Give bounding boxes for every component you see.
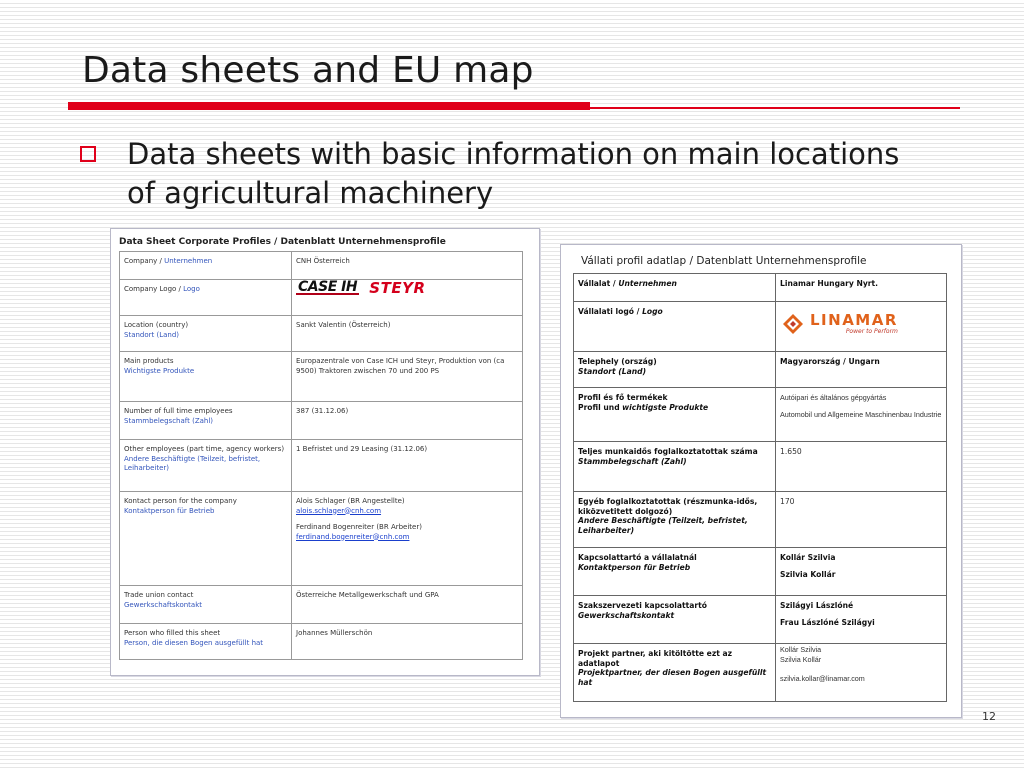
table-row	[574, 548, 947, 596]
row-label: Vállalati logó / Logo	[574, 302, 776, 352]
row-value: Autóipari és általános gépgyártás Automobil und Allgemeine Maschinenbau Industrie	[776, 388, 947, 442]
table-row	[120, 624, 523, 660]
row-value: Linamar Hungary Nyrt.	[776, 274, 947, 302]
table-row	[120, 352, 523, 402]
row-label: Vállalat / Unternehmen	[574, 274, 776, 302]
contact-email-link[interactable]: alois.schlager@cnh.com	[296, 506, 382, 515]
row-value: Magyarország / Ungarn	[776, 352, 947, 388]
linamar-diamond-icon	[782, 313, 804, 335]
table-row	[120, 586, 523, 624]
row-label: Trade union contact Gewerkschaftskontakt	[120, 586, 292, 624]
row-label: Location (country) Standort (Land)	[120, 316, 292, 352]
row-label: Teljes munkaidős foglalkoztatottak száma Stammbelegschaft (Zahl)	[574, 442, 776, 492]
data-sheet-table	[573, 273, 947, 702]
table-row	[120, 402, 523, 440]
bullet-text: Data sheets with basic information on main locations of agricultural machinery	[127, 137, 900, 210]
row-label: Telephely (ország) Standort (Land)	[574, 352, 776, 388]
row-label: Profil és fő termékek Profil und wichtigste Produkte	[574, 388, 776, 442]
case-ih-logo: CASE IH	[298, 279, 358, 295]
title-underline-thin	[590, 107, 960, 109]
sheet-title: Vállati profil adatlap / Datenblatt Unternehmensprofile	[581, 255, 867, 267]
row-value	[292, 492, 523, 586]
row-label: Other employees (part time, agency workers) Andere Beschäftigte (Teilzeit, befristet, Leiharbeiter)	[120, 440, 292, 492]
row-value	[776, 302, 947, 352]
row-label: Kapcsolattartó a vállalatnál Kontaktperson für Betrieb	[574, 548, 776, 596]
table-row	[120, 492, 523, 586]
table-row	[574, 274, 947, 302]
row-value: 1 Befristet und 29 Leasing (31.12.06)	[292, 440, 523, 492]
row-value: 387 (31.12.06)	[292, 402, 523, 440]
table-row	[574, 442, 947, 492]
row-value: Kollár Szilvia Szilvia Kollár szilvia.kollar@linamar.com	[776, 644, 947, 702]
row-value: CNH Österreich	[292, 252, 523, 280]
row-label: Egyéb foglalkoztatottak (részmunka-idős, kiközvetitett dolgozó) Andere Beschäftigte (Teilzeit, befristet, Leiharbeiter)	[574, 492, 776, 548]
table-row	[574, 302, 947, 352]
contact-name: Alois Schlager (BR Angestellte)	[296, 497, 405, 505]
table-row	[574, 596, 947, 644]
data-sheet-linamar	[560, 244, 962, 718]
row-value: Europazentrale von Case ICH und Steyr, Produktion von (ca 9500) Traktoren zwischen 70 und 200 PS	[292, 352, 523, 402]
row-label: Number of full time employees Stammbelegschaft (Zahl)	[120, 402, 292, 440]
row-label: Person who filled this sheet Person, die diesen Bogen ausgefüllt hat	[120, 624, 292, 660]
contact-name: Ferdinand Bogenreiter (BR Arbeiter)	[296, 523, 422, 531]
table-row	[120, 252, 523, 280]
row-label: Projekt partner, aki kitöltötte ezt az adatlapot Projektpartner, der diesen Bogen ausgefüllt hat	[574, 644, 776, 702]
row-value: Johannes Müllerschön	[292, 624, 523, 660]
row-value: 1.650	[776, 442, 947, 492]
title-underline-thick	[68, 102, 590, 110]
row-value: Szilágyi Lászlóné Frau Lászlóné Szilágyi	[776, 596, 947, 644]
table-row	[574, 388, 947, 442]
table-row	[574, 352, 947, 388]
row-value	[292, 280, 523, 316]
page-number: 12	[982, 710, 996, 723]
table-row	[120, 316, 523, 352]
linamar-wordmark: LINAMAR	[810, 311, 898, 329]
table-row	[120, 280, 523, 316]
row-value: 170	[776, 492, 947, 548]
row-value: Kollár Szilvia Szilvia Kollár	[776, 548, 947, 596]
row-label: Company Logo / Logo	[120, 280, 292, 316]
row-label: Main products Wichtigste Produkte	[120, 352, 292, 402]
row-value: Sankt Valentin (Österreich)	[292, 316, 523, 352]
row-label: Kontact person for the company Kontaktperson für Betrieb	[120, 492, 292, 586]
table-row	[574, 492, 947, 548]
slide-title: Data sheets and EU map	[82, 50, 534, 91]
square-bullet-icon	[80, 146, 96, 162]
table-row	[120, 440, 523, 492]
row-value: Österreiche Metallgewerkschaft und GPA	[292, 586, 523, 624]
linamar-tagline: Power to Perform	[845, 328, 898, 335]
steyr-logo: STEYR	[369, 279, 426, 297]
linamar-logo	[780, 304, 942, 338]
sheet-title: Data Sheet Corporate Profiles / Datenblatt Unternehmensprofile	[119, 237, 446, 247]
contact-email-link[interactable]: ferdinand.bogenreiter@cnh.com	[296, 532, 410, 541]
row-label: Company / Unternehmen	[120, 252, 292, 280]
data-sheet-cnh	[110, 228, 540, 676]
table-row	[574, 644, 947, 702]
contact-email: szilvia.kollar@linamar.com	[780, 674, 865, 683]
row-label: Szakszervezeti kapcsolattartó Gewerkschaftskontakt	[574, 596, 776, 644]
data-sheet-table	[119, 251, 523, 660]
